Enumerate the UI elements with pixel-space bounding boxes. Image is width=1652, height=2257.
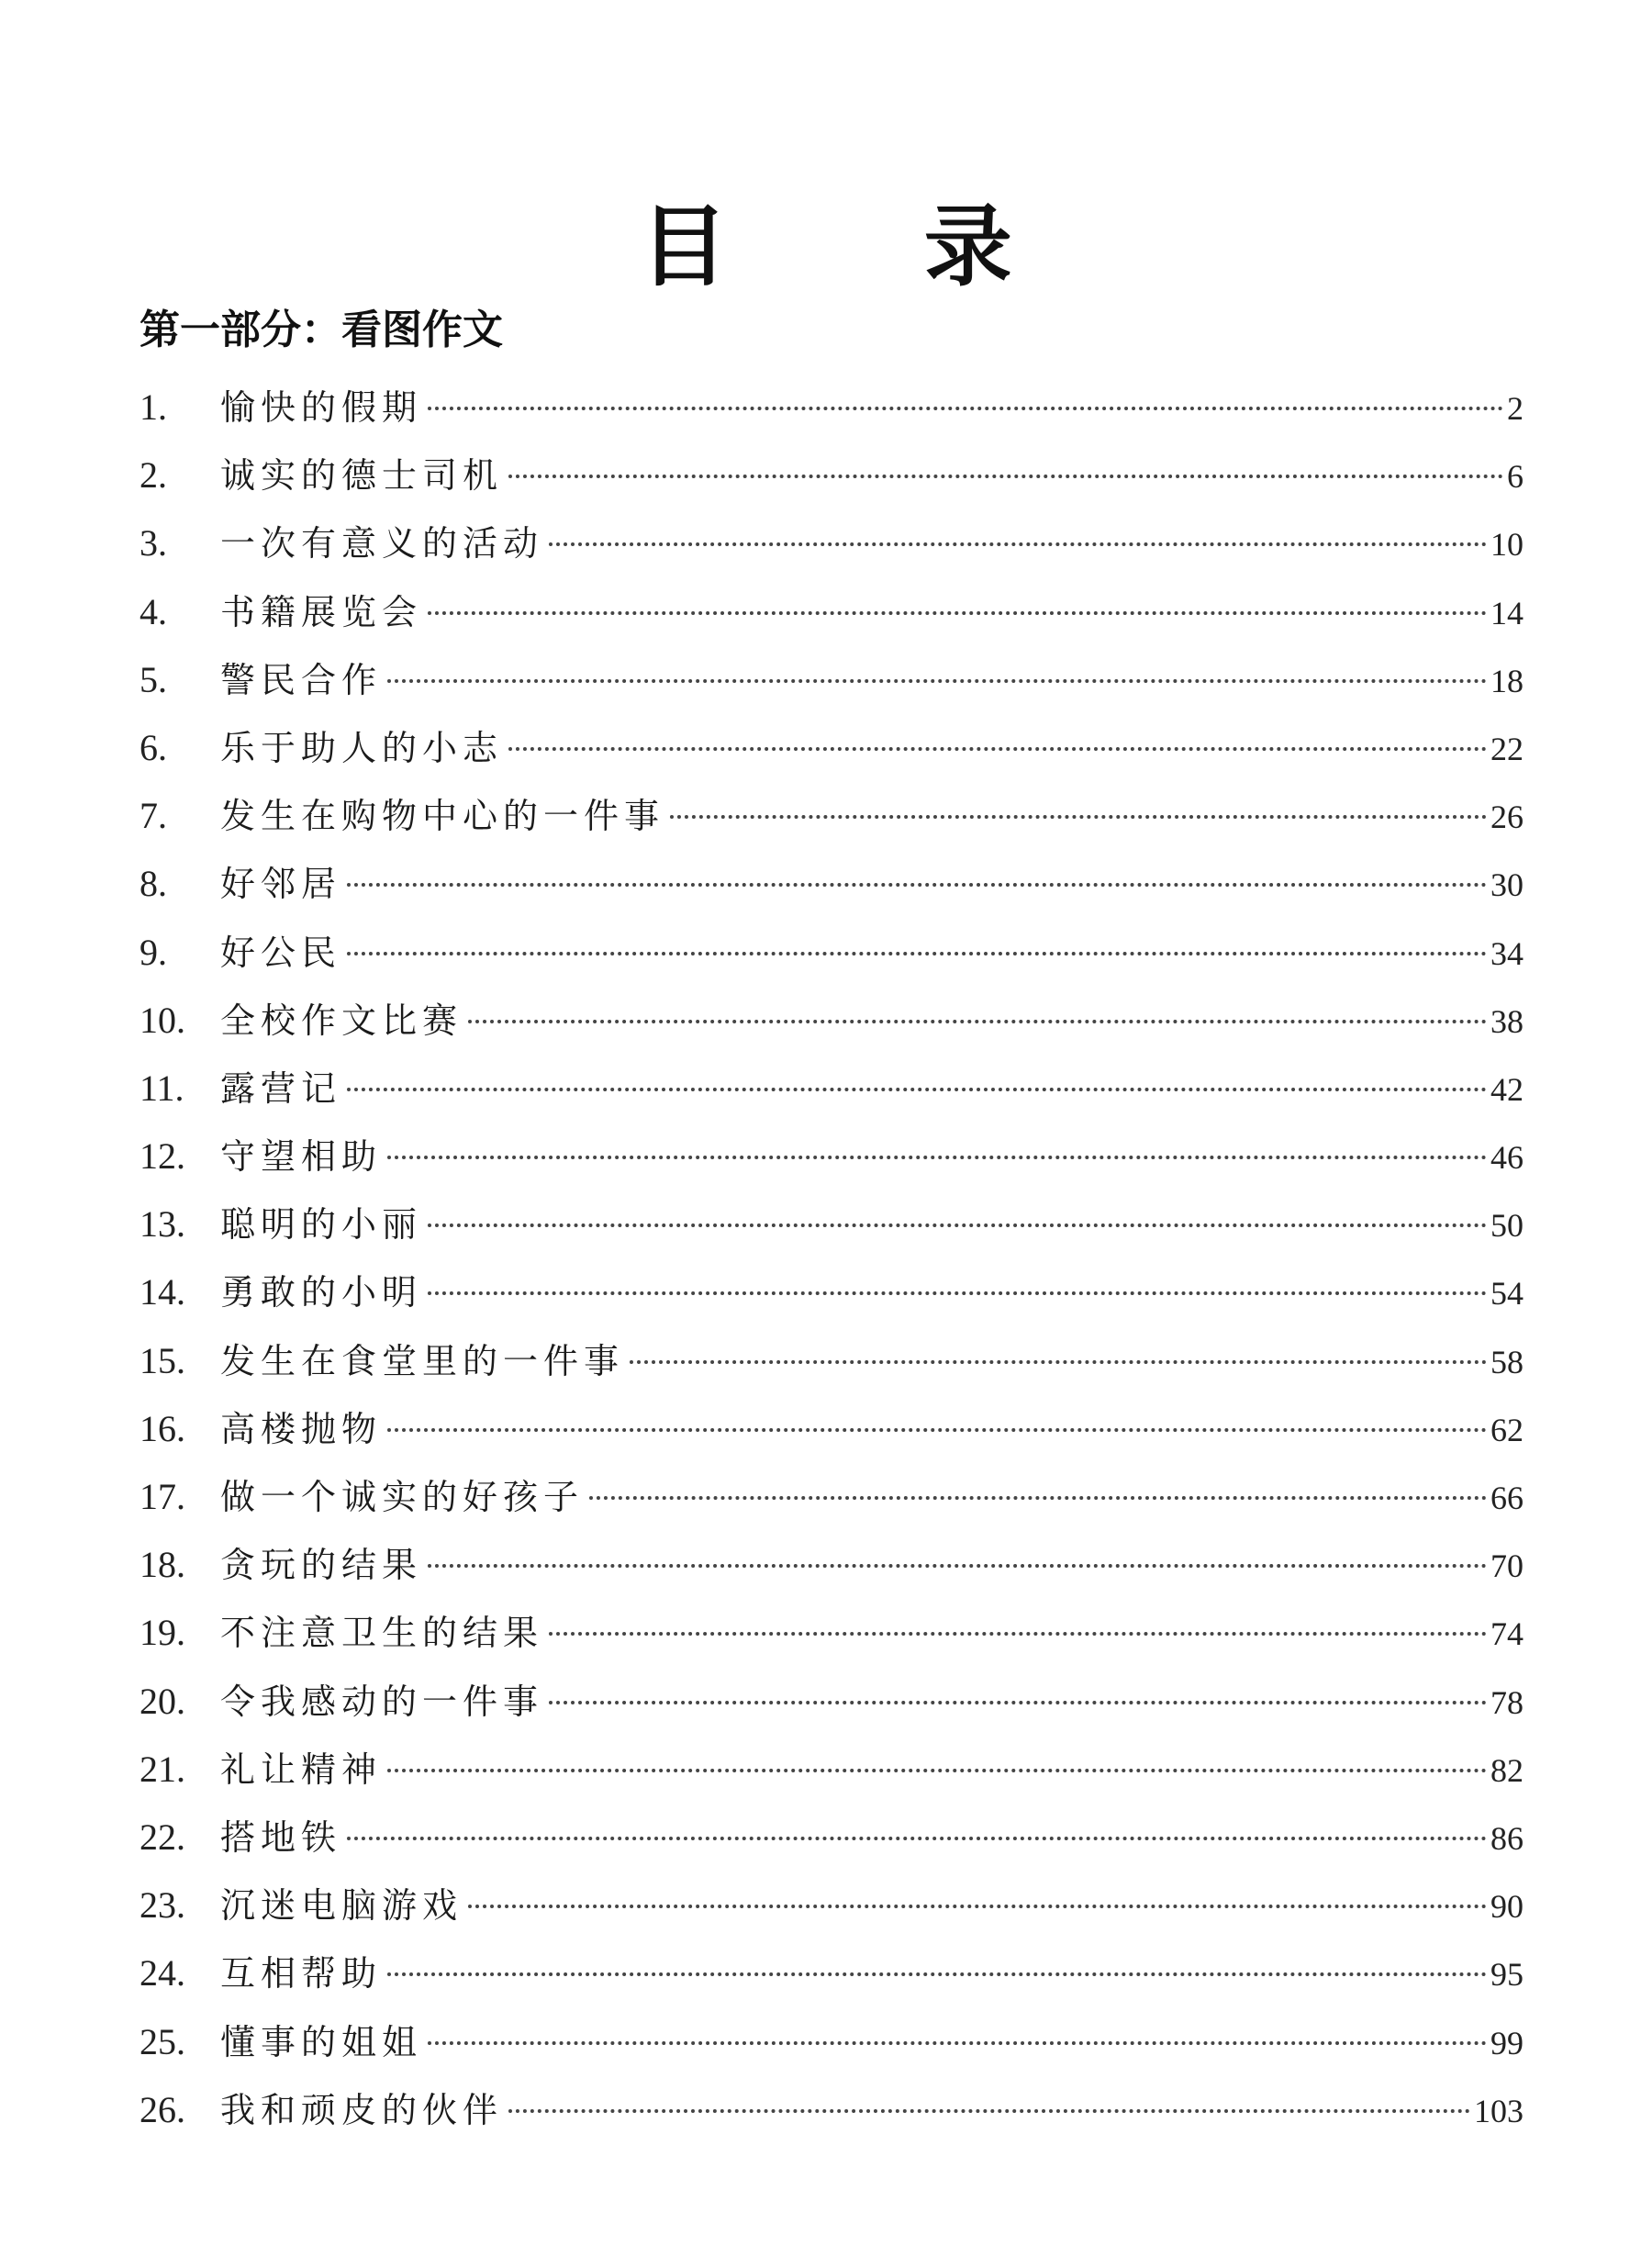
toc-entry[interactable] (140, 374, 1524, 441)
toc-entry-title: 懂事的姐姐 (220, 2021, 423, 2062)
toc-entry-title: 沉迷电脑游戏 (220, 1885, 463, 1927)
toc-entry-number: 18. (140, 1544, 185, 1586)
toc-entry-number: 26. (140, 2088, 185, 2130)
toc-entry-title: 乐于助人的小志 (220, 727, 504, 768)
toc-entry[interactable] (140, 1736, 1524, 1804)
toc-entry[interactable] (140, 1531, 1524, 1599)
toc-entry-page-number: 2 (1507, 390, 1524, 427)
dot-leader (387, 1428, 1487, 1432)
dot-leader (428, 407, 1503, 410)
toc-entry-page-number: 18 (1490, 662, 1524, 699)
toc-entry[interactable] (140, 850, 1524, 918)
toc-entry[interactable] (140, 1258, 1524, 1326)
toc-entry-number: 4. (140, 590, 167, 632)
toc-entry[interactable] (140, 1463, 1524, 1531)
toc-entry-title: 我和顽皮的伙伴 (220, 2089, 504, 2130)
page-title: 目 录 (640, 196, 1095, 299)
toc-entry[interactable] (140, 578, 1524, 646)
toc-entry-number: 20. (140, 1680, 185, 1722)
toc-entry-number: 25. (140, 2020, 185, 2062)
toc-entry-number: 2. (140, 454, 167, 497)
toc-entry-page-number: 103 (1474, 2092, 1524, 2129)
toc-entry-number: 9. (140, 931, 167, 973)
toc-entry-number: 7. (140, 795, 167, 837)
dot-leader (589, 1496, 1487, 1500)
toc-entry[interactable] (140, 1939, 1524, 2007)
dot-leader (428, 611, 1487, 615)
toc-entry-page-number: 46 (1490, 1139, 1524, 1177)
toc-entry[interactable] (140, 1327, 1524, 1395)
dot-leader (508, 475, 1503, 478)
toc-entry-page-number: 82 (1490, 1751, 1524, 1789)
toc-entry-title: 勇敢的小明 (220, 1272, 423, 1313)
toc-entry-title: 警民合作 (220, 659, 383, 700)
toc-entry[interactable] (140, 441, 1524, 509)
toc-entry-number: 19. (140, 1612, 185, 1654)
toc-entry-title: 令我感动的一件事 (220, 1681, 544, 1722)
toc-entry-title: 聪明的小丽 (220, 1204, 423, 1246)
toc-entry-title: 露营记 (220, 1067, 342, 1109)
toc-entry-number: 24. (140, 1952, 185, 1994)
dot-leader (428, 1223, 1487, 1227)
toc-entry[interactable] (140, 782, 1524, 850)
toc-entry-number: 12. (140, 1135, 185, 1178)
toc-entry-number: 14. (140, 1271, 185, 1313)
toc-entry-page-number: 58 (1490, 1343, 1524, 1380)
toc-entry-title: 全校作文比赛 (220, 1000, 463, 1041)
toc-entry-title: 搭地铁 (220, 1816, 342, 1858)
toc-entry[interactable] (140, 919, 1524, 987)
toc-entry-page-number: 14 (1490, 594, 1524, 631)
toc-entry-number: 8. (140, 863, 167, 905)
toc-entry-page-number: 95 (1490, 1956, 1524, 1994)
dot-leader (347, 1088, 1487, 1091)
toc-entry-title: 礼让精神 (220, 1749, 383, 1790)
toc-entry[interactable] (140, 509, 1524, 577)
toc-entry-title: 发生在购物中心的一件事 (220, 796, 665, 837)
table-of-contents (140, 374, 1524, 2144)
dot-leader (347, 883, 1487, 887)
dot-leader (347, 1837, 1487, 1840)
toc-entry-page-number: 30 (1490, 866, 1524, 904)
toc-entry[interactable] (140, 1599, 1524, 1667)
dot-leader (347, 952, 1487, 955)
toc-entry-number: 5. (140, 658, 167, 700)
dot-leader (508, 747, 1487, 751)
toc-entry[interactable] (140, 714, 1524, 782)
toc-entry-page-number: 10 (1490, 526, 1524, 564)
toc-entry-number: 6. (140, 726, 167, 768)
toc-entry-title: 高楼抛物 (220, 1408, 383, 1449)
dot-leader (428, 2041, 1487, 2045)
toc-entry-page-number: 70 (1490, 1547, 1524, 1585)
toc-entry-title: 做一个诚实的好孩子 (220, 1477, 585, 1517)
toc-entry-title: 愉快的假期 (220, 387, 423, 428)
toc-entry[interactable] (140, 1872, 1524, 1939)
toc-entry-number: 3. (140, 522, 167, 564)
toc-entry-title: 诚实的德士司机 (220, 455, 504, 497)
toc-entry[interactable] (140, 2076, 1524, 2144)
toc-entry-title: 一次有意义的活动 (220, 523, 544, 564)
dot-leader (670, 815, 1487, 819)
toc-entry-page-number: 22 (1490, 730, 1524, 767)
dot-leader (387, 1972, 1487, 1976)
toc-entry[interactable] (140, 2008, 1524, 2076)
toc-entry-number: 11. (140, 1067, 184, 1109)
toc-entry-page-number: 78 (1490, 1683, 1524, 1721)
toc-entry-page-number: 54 (1490, 1275, 1524, 1313)
section-heading: 第一部分：看图作文 (140, 307, 503, 353)
toc-entry[interactable] (140, 1123, 1524, 1190)
toc-entry-number: 1. (140, 386, 167, 428)
toc-entry-page-number: 74 (1490, 1615, 1524, 1653)
toc-entry-page-number: 66 (1490, 1480, 1524, 1516)
dot-leader (630, 1360, 1487, 1364)
toc-entry-page-number: 90 (1490, 1888, 1524, 1926)
dot-leader (468, 1020, 1487, 1023)
toc-entry[interactable] (140, 1804, 1524, 1872)
toc-entry-page-number: 38 (1490, 1002, 1524, 1040)
toc-entry[interactable] (140, 987, 1524, 1055)
dot-leader (468, 1905, 1487, 1908)
toc-entry-page-number: 6 (1507, 458, 1524, 496)
toc-entry-title: 书籍展览会 (220, 591, 423, 632)
dot-leader (387, 679, 1487, 683)
toc-entry-number: 21. (140, 1748, 185, 1790)
dot-leader (549, 542, 1487, 546)
toc-entry[interactable] (140, 1668, 1524, 1736)
toc-entry-page-number: 62 (1490, 1411, 1524, 1448)
dot-leader (549, 1632, 1487, 1636)
dot-leader (387, 1769, 1487, 1772)
toc-entry-title: 互相帮助 (220, 1953, 383, 1994)
toc-entry-number: 15. (140, 1339, 185, 1381)
toc-entry-page-number: 86 (1490, 1819, 1524, 1857)
dot-leader (428, 1564, 1487, 1568)
toc-entry-number: 17. (140, 1476, 185, 1517)
toc-entry-page-number: 42 (1490, 1070, 1524, 1108)
toc-entry[interactable] (140, 1055, 1524, 1123)
toc-entry[interactable] (140, 1190, 1524, 1258)
dot-leader (428, 1291, 1487, 1295)
toc-entry-title: 发生在食堂里的一件事 (220, 1340, 625, 1381)
toc-entry[interactable] (140, 1395, 1524, 1463)
toc-entry-title: 贪玩的结果 (220, 1545, 423, 1586)
toc-entry-number: 23. (140, 1884, 185, 1927)
toc-entry-title: 不注意卫生的结果 (220, 1613, 544, 1654)
toc-entry-page-number: 99 (1490, 2024, 1524, 2061)
dot-leader (387, 1156, 1487, 1159)
toc-entry-page-number: 26 (1490, 799, 1524, 836)
toc-entry-page-number: 50 (1490, 1207, 1524, 1245)
toc-entry-title: 好公民 (220, 932, 342, 973)
toc-entry-number: 16. (140, 1407, 185, 1449)
toc-entry[interactable] (140, 646, 1524, 714)
dot-leader (549, 1701, 1487, 1704)
toc-entry-number: 22. (140, 1816, 185, 1858)
toc-entry-number: 10. (140, 999, 185, 1041)
toc-entry-page-number: 34 (1490, 934, 1524, 972)
dot-leader (508, 2109, 1470, 2113)
toc-entry-title: 守望相助 (220, 1136, 383, 1178)
toc-entry-number: 13. (140, 1203, 185, 1246)
toc-entry-title: 好邻居 (220, 864, 342, 905)
